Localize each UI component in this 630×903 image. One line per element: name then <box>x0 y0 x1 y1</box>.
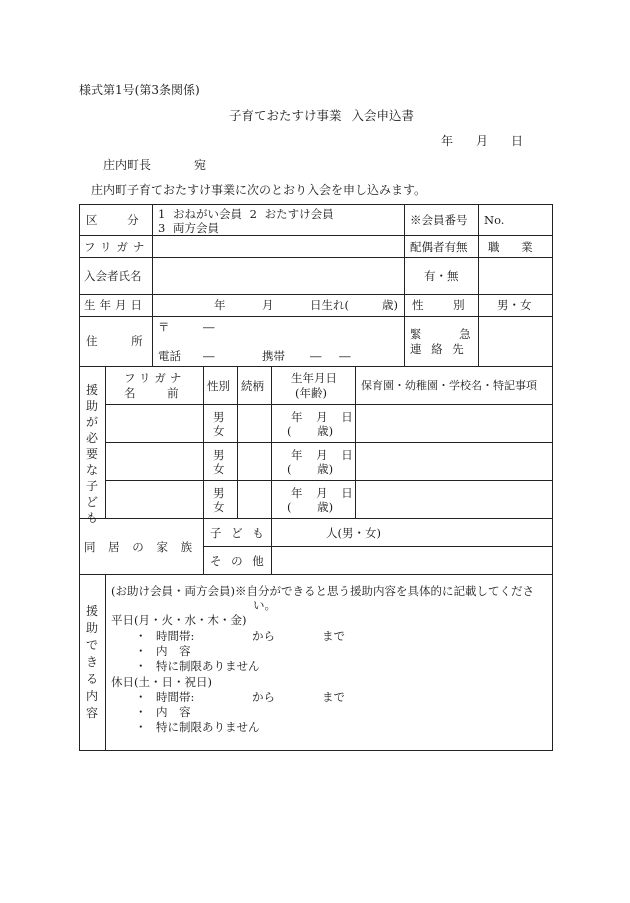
applicant-name-field[interactable] <box>158 262 398 290</box>
child-age: ( 歳) <box>287 500 334 514</box>
bullet: ・ <box>135 720 147 734</box>
category-options-line1: 1 おねがい会員 2 おたすけ会員 <box>158 207 334 221</box>
occupation-field[interactable] <box>484 262 546 290</box>
child-sex-male[interactable]: 男 <box>213 486 225 500</box>
family-other-label: そ の 他 <box>210 554 264 568</box>
family-label: 同 居 の 家 族 <box>84 540 193 554</box>
holiday-until-label: まで <box>322 690 345 704</box>
mobile-label: 携帯 <box>262 349 285 363</box>
postal-mark: 〒 <box>158 320 170 334</box>
mobile-dash: ― ― <box>310 349 351 363</box>
furigana-label: フリガナ <box>84 240 150 254</box>
emergency-label-line2: 連 絡 先 <box>410 342 464 356</box>
child-name-field[interactable] <box>110 484 200 514</box>
family-children-label: 子 ど も <box>210 526 264 540</box>
assistance-note-line1: (お助け会員・両方会員)※自分ができると思う援助内容を具体的に記載してくださ <box>111 584 534 598</box>
spouse-value[interactable]: 有・無 <box>424 269 459 283</box>
spouse-label: 配偶者有無 <box>410 240 468 254</box>
holiday-time-label: 時間帯: <box>156 690 195 704</box>
birth-month: 月 <box>262 298 274 312</box>
child-birth-ymd: 年 月 日 <box>291 486 353 500</box>
intro-text: 庄内町子育ておたすけ事業に次のとおり入会を申し込みます。 <box>91 183 427 197</box>
holiday-header: 休日(土・日・祝日) <box>111 675 212 689</box>
child-name-field[interactable] <box>110 408 200 438</box>
occupation-label: 職 業 <box>488 240 533 254</box>
sex-label: 性 別 <box>412 298 465 312</box>
child-sex-female[interactable]: 女 <box>213 500 225 514</box>
bullet: ・ <box>135 690 147 704</box>
children-col-birth-line1: 生年月日 <box>291 371 337 385</box>
family-other-field[interactable] <box>277 550 547 570</box>
children-col-name: 名 前 <box>124 386 179 400</box>
children-col-sex: 性別 <box>207 379 230 393</box>
assistance-section-label: 援助できる内容 <box>85 604 98 720</box>
page-title: 子育ておたすけ事業 入会申込書 <box>229 108 414 123</box>
date-month: 月 <box>476 134 489 148</box>
children-section-label: 援助が必要な子ども <box>85 383 98 525</box>
emergency-label-line1: 緊 急 <box>410 327 471 341</box>
birth-age: 歳) <box>382 298 398 312</box>
holiday-from-label: から <box>252 690 275 704</box>
holiday-content-label: 内 容 <box>156 705 191 719</box>
member-number-label: ※会員番号 <box>410 213 468 227</box>
bullet: ・ <box>135 659 147 673</box>
phone-dash: ― <box>203 349 215 363</box>
child-birth-ymd: 年 月 日 <box>291 448 353 462</box>
date-year: 年 <box>441 134 454 148</box>
child-name-field[interactable] <box>110 446 200 476</box>
bullet: ・ <box>135 705 147 719</box>
children-col-furigana: フリガナ <box>124 371 186 385</box>
child-sex-male[interactable]: 男 <box>213 448 225 462</box>
bullet: ・ <box>135 629 147 643</box>
weekday-time-label: 時間帯: <box>156 629 195 643</box>
applicant-name-label: 入会者氏名 <box>84 269 142 283</box>
emergency-contact-field[interactable] <box>484 321 546 361</box>
addressee-suffix: 宛 <box>194 158 207 172</box>
weekday-until-label: まで <box>322 629 345 643</box>
date-day: 日 <box>511 134 524 148</box>
children-col-relation: 続柄 <box>241 379 264 393</box>
family-children-value[interactable]: 人(男・女) <box>326 526 381 540</box>
birth-day: 日生れ( <box>310 298 349 312</box>
children-col-notes: 保育園・幼稚園・学校名・特記事項 <box>361 379 537 392</box>
child-age: ( 歳) <box>287 424 334 438</box>
furigana-field[interactable] <box>158 240 398 254</box>
category-options-line2: 3 両方会員 <box>158 221 219 235</box>
child-sex-female[interactable]: 女 <box>213 462 225 476</box>
weekday-content-label: 内 容 <box>156 644 191 658</box>
sex-value[interactable]: 男・女 <box>497 298 532 312</box>
weekday-header: 平日(月・火・水・木・金) <box>111 613 247 627</box>
assistance-note-line2: い。 <box>253 598 276 612</box>
weekday-from-label: から <box>252 629 275 643</box>
weekday-no-limit-label[interactable]: 特に制限ありません <box>156 659 260 673</box>
address-label: 住 所 <box>86 334 143 348</box>
holiday-no-limit-label[interactable]: 特に制限ありません <box>156 720 260 734</box>
child-birth-ymd: 年 月 日 <box>291 410 353 424</box>
children-col-birth-line2: (年齢) <box>295 386 327 400</box>
member-number-field[interactable]: No. <box>484 213 505 227</box>
bullet: ・ <box>135 644 147 658</box>
phone-label: 電話 <box>158 349 181 363</box>
birth-year: 年 <box>214 298 226 312</box>
category-label: 区 分 <box>86 213 139 227</box>
birth-label: 生年月日 <box>84 298 146 312</box>
addressee: 庄内町長 <box>103 158 152 172</box>
child-sex-male[interactable]: 男 <box>213 410 225 424</box>
postal-dash: ― <box>203 320 215 334</box>
form-number: 様式第1号(第3条関係) <box>79 83 200 97</box>
child-sex-female[interactable]: 女 <box>213 424 225 438</box>
child-age: ( 歳) <box>287 462 334 476</box>
